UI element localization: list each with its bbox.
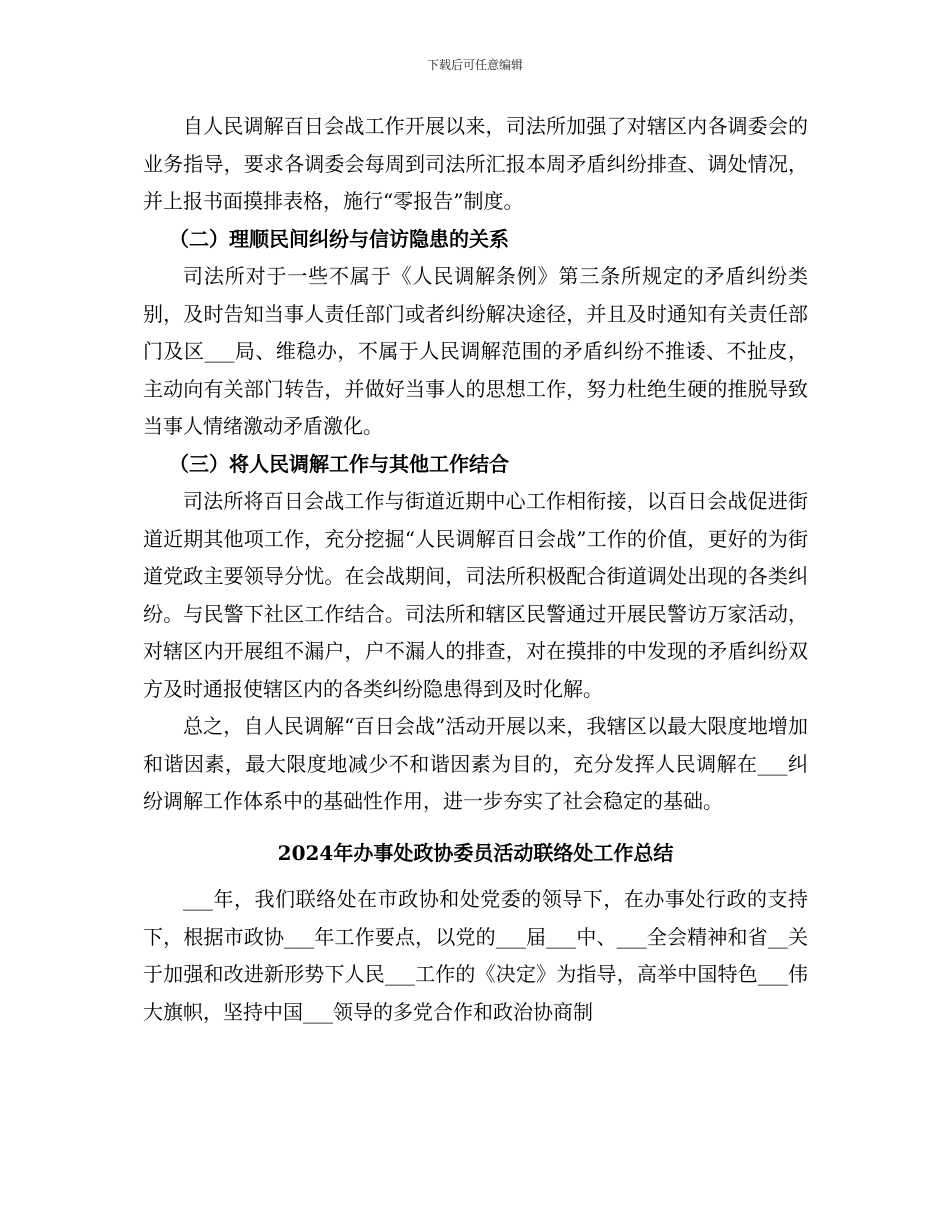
paragraph-3: 司法所将百日会战工作与街道近期中心工作相衔接，以百日会战促进街道近期其他项工作，充分挖掘“人民调解百日会战”工作的价值，更好的为街道党政主要领导分忧。在会战期间，司法所积极配合街道调处出现的各类纠纷。与民警下社区工作结合。司法所和辖区民警通过开展民警访万家活动，对辖区内开展组不漏户，户不漏人的排查，对在摸排的中发现的矛盾纠纷双方及时通报使辖区内的各类纠纷隐患得到及时化解。 (143, 489, 808, 701)
document-title: 2024年办事处政协委员活动联络处工作总结 (277, 840, 674, 865)
paragraph-5: ___年，我们联络处在市政协和处党委的领导下，在办事处行政的支持下，根据市政协___年工作要点，以党的___届___中、___全会精神和省__关于加强和改进新形势下人民___工作的《决定》为指导，高举中国特色___伟大旗帜，坚持中国___领导的多党合作和政治协商制 (143, 887, 808, 1024)
page-header: 下载后可任意编辑 (426, 58, 523, 72)
document-body (143, 108, 808, 1031)
paragraph-1: 自人民调解百日会战工作开展以来，司法所加强了对辖区内各调委会的业务指导，要求各调委会每周到司法所汇报本周矛盾纠纷排查、调处情况，并上报书面摸排表格，施行“零报告”制度。 (143, 114, 808, 213)
paragraph-4: 总之，自人民调解“百日会战”活动开展以来，我辖区以最大限度地增加和谐因素，最大限度地减少不和谐因素为目的，充分发挥人民调解在___纠纷调解工作体系中的基础性作用，进一步夯实了社会稳定的基础。 (143, 714, 808, 813)
paragraph-2: 司法所对于一些不属于《人民调解条例》第三条所规定的矛盾纠纷类别，及时告知当事人责任部门或者纠纷解决途径，并且及时通知有关责任部门及区___局、维稳办，不属于人民调解范围的矛盾纠纷不推诿、不扯皮，主动向有关部门转告，并做好当事人的思想工作，努力杜绝生硬的推脱导致当事人情绪激动矛盾激化。 (143, 264, 808, 438)
section-heading-3: （三）将人民调解工作与其他工作结合 (169, 451, 509, 476)
section-heading-2: （二）理顺民间纠纷与信访隐患的关系 (169, 226, 509, 251)
